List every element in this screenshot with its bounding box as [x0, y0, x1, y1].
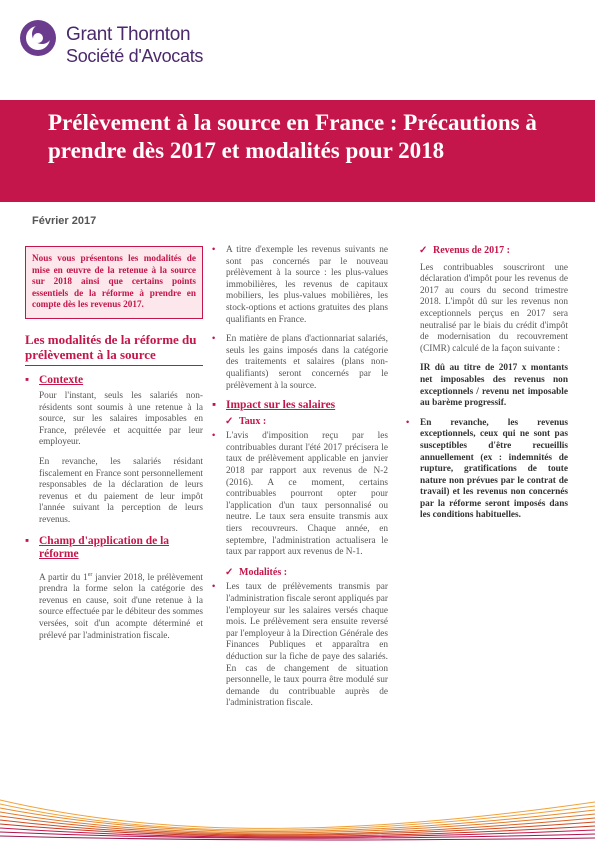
check-icon: ✓	[419, 245, 428, 256]
revenus-paragraph-1: Les contribuables souscriront une déclaration d'impôt pour les revenus de 2017 au cours du second trimestre 2018. L'impôt dû sur les revenus non exceptionnels perçus en 2017 sera neutralisé par le biais du crédit d'impôt de modernisation du recouvrement (CIMR) calculé de la façon suivante :	[420, 262, 568, 354]
subheading-revenus	[406, 245, 568, 257]
taux-text: L'avis d'imposition reçu par les contribuables durant l'été 2017 précisera le taux de prélèvement applicable en janvier 2018 par rapport aux revenus de N-2 (2016). A ce moment, certains contribuables pourront opter pour l'application d'un taux personnalisé ou neutre. Le taux sera ensuite transmis aux tiers recouvreurs. Chaque année, en septembre, l'administration actualisera le taux par rapport aux revenus de N-1.	[226, 431, 388, 558]
champ-paragraph	[25, 570, 203, 643]
column-left	[25, 246, 203, 642]
column-middle	[212, 245, 388, 710]
champ-text-a: A partir du 1	[39, 572, 88, 583]
section-heading-modalites: Les modalités de la réforme du prélèvement à la source	[25, 332, 203, 366]
bullet-text: En matière de plans d'actionnariat salariés, seuls les gains imposés dans la catégorie des traitements et salaires (plans non-qualifiants) seront concernés par le prélèvement à la source.	[226, 334, 388, 391]
square-bullet-icon: ▪	[25, 373, 30, 386]
subheading-modalites-label: Modalités :	[239, 566, 288, 578]
list-item	[212, 431, 388, 559]
square-bullet-icon: ▪	[212, 399, 217, 412]
subheading-revenus-label: Revenus de 2017 :	[433, 245, 510, 256]
intro-box: Nous vous présentons les modalités de mise en œuvre de la retenue à la source sur 2018 ainsi que certains points essentiels de la réforme à prendre en compte dès les revenus 2017.	[25, 246, 203, 319]
bullet-icon: •	[212, 334, 216, 345]
subheading-contexte	[25, 374, 203, 388]
subheading-champ-label: Champ d'application de la réforme	[39, 534, 170, 561]
list-item	[212, 245, 388, 326]
grant-thornton-logo	[18, 18, 238, 74]
champ-text-b: janvier 2018, le prélèvement prendra la forme selon la catégorie des revenus en cause, soit d'une retenue à la source effectuée par le débiteur des sommes versées, soit d'un acompte déterminé et prélevé par l'administration fiscale.	[39, 572, 204, 641]
revenus-paragraph-2: IR dû au titre de 2017 x montants net imposables des revenus non exceptionnels / revenu net imposable au barème progressif.	[420, 363, 568, 409]
bullet-text: En revanche, les revenus exceptionnels, ceux qui ne sont pas susceptibles d'être recueillis annuellement (ex : indemnités de rupture, gratifications de toute nature non prévues par le contrat de travail) et les revenus non concernés par la réforme seront imposés dans les conditions habituelles.	[420, 417, 568, 521]
subheading-modalites	[212, 567, 388, 579]
subheading-champ	[25, 535, 203, 562]
list-item	[406, 418, 568, 522]
bullet-text: A titre d'exemple les revenus suivants ne sont pas concernés par le nouveau prélèvement à la source : les plus-values immobilières, les revenus de capitaux mobiliers, les plus-values mobilières, les stock-options et actions gratuites des plans qualifiants en France.	[226, 245, 388, 325]
bullet-icon: •	[212, 582, 216, 593]
logo-mark-icon	[18, 18, 58, 58]
subheading-taux	[212, 416, 388, 428]
square-bullet-icon: ▪	[25, 534, 30, 547]
logo-line2: Société d'Avocats	[66, 46, 204, 66]
page-title: Prélèvement à la source en France : Précautions à prendre dès 2017 et modalités pour 2018	[48, 110, 537, 163]
modalites-text: Les taux de prélèvements transmis par l'administration fiscale seront appliqués par l'employeur sur les salaires versés chaque mois. Le prélèvement sera ensuite reversé par l'employeur à la Direction Générale des Finances Publiques et apparaîtra en déduction sur la fiche de paye des salariés. En cas de changement de situation personnelle, le taux pourra être modulé sur demande du contribuable auprès de l'administration fiscale.	[226, 582, 388, 709]
subheading-impact-label: Impact sur les salaires	[226, 399, 336, 412]
contexte-paragraph-2: En revanche, les salariés résidant fiscalement en France sont personnellement responsables de la déclaration de leurs revenus et du paiement de leur impôt l'année suivant la perception de leurs revenus.	[39, 456, 203, 525]
champ-sup: er	[87, 571, 93, 578]
subheading-contexte-label: Contexte	[39, 373, 84, 386]
contexte-paragraph-1: Pour l'instant, seuls les salariés non-résidents sont soumis à une retenue à la source, sur les salaires imposables en France, prélevée et acquittée par leur employeur.	[39, 391, 203, 448]
check-icon: ✓	[225, 566, 234, 578]
list-item	[212, 334, 388, 392]
bullet-icon: •	[406, 417, 410, 428]
subheading-impact	[212, 399, 388, 413]
bullet-icon: •	[212, 245, 216, 255]
logo-line1: Grant Thornton	[66, 24, 191, 45]
publication-date: Février 2017	[32, 215, 97, 227]
title-banner	[0, 100, 595, 202]
list-item	[212, 582, 388, 710]
decorative-wave-graphic	[0, 740, 595, 841]
check-icon: ✓	[225, 415, 234, 427]
column-right	[406, 245, 568, 522]
subheading-taux-label: Taux :	[239, 415, 267, 427]
bullet-icon: •	[212, 431, 216, 442]
